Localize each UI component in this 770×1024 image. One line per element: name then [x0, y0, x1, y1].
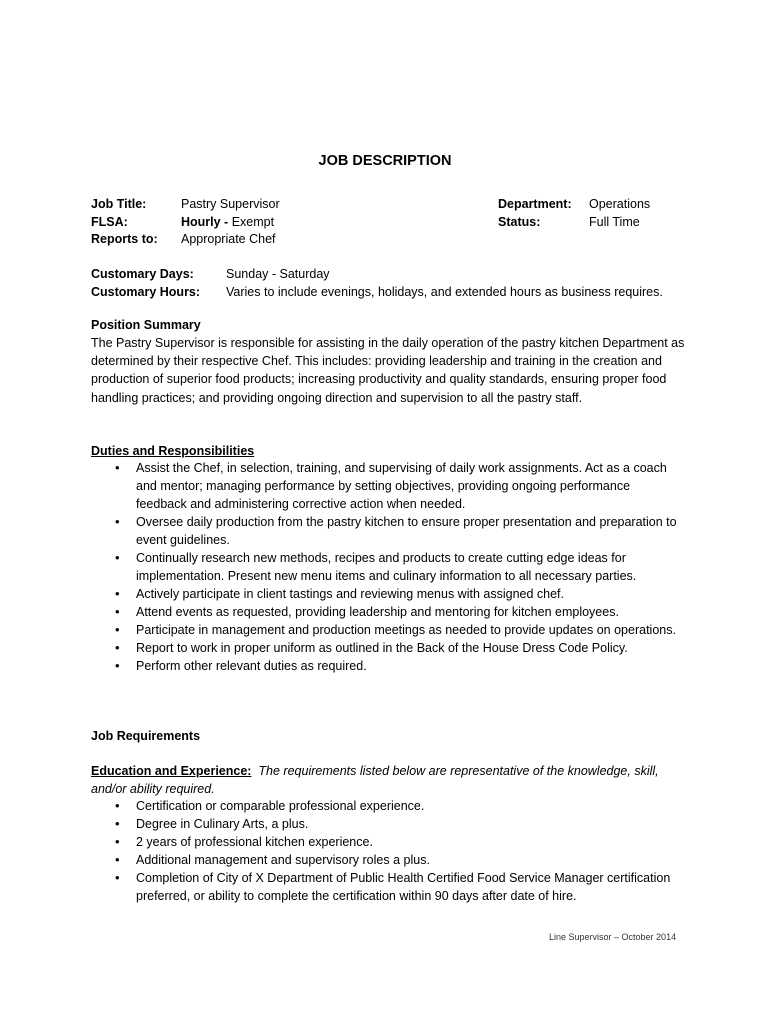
list-item: • Continually research new methods, recipes and products to create cutting edge ideas for implementation. Present new menu items and culinary information to all necessary parties.	[91, 549, 681, 585]
list-item: • 2 years of professional kitchen experience.	[91, 833, 681, 851]
position-summary-text: The Pastry Supervisor is responsible for assisting in the daily operation of the pastry kitchen Department as determined by their respective Chef. This includes: providing leadership and training in the creation and production of superior food products; increasing productivity and quality standards, ensuring proper food handling practices; and providing ongoing direction and supervision to all the pastry staff.	[91, 336, 685, 405]
list-item: • Additional management and supervisory roles a plus.	[91, 851, 681, 869]
list-item: • Assist the Chef, in selection, training, and supervising of daily work assignments. Act as a coach and mentor; managing performance by setting objectives, providing ongoing performance feedback and administering corrective action when needed.	[91, 459, 681, 513]
customary-days-value: Sunday - Saturday	[226, 267, 330, 281]
reports-to-label: Reports to:	[91, 232, 158, 246]
list-item: • Completion of City of X Department of Public Health Certified Food Service Manager certification preferred, or ability to complete the certification within 90 days after date of hire.	[91, 869, 681, 905]
list-item: • Actively participate in client tastings and reviewing menus with assigned chef.	[91, 585, 681, 603]
department-label: Department:	[498, 197, 572, 211]
education-heading: Education and Experience:	[91, 764, 252, 778]
customary-hours-label: Customary Hours:	[91, 285, 201, 299]
duties-list	[91, 459, 681, 675]
customary-days-label: Customary Days:	[91, 267, 194, 281]
duties-heading: Duties and Responsibilities	[91, 444, 255, 458]
list-item: • Certification or comparable professional experience.	[91, 797, 681, 815]
education-intro-text: The requirements listed below are representative of the knowledge, skill, and/or ability required.	[91, 764, 659, 797]
customary-hours-value: Varies to include evenings, holidays, and extended hours as business requires.	[226, 285, 663, 299]
list-item: • Participate in management and production meetings as needed to provide updates on operations.	[91, 621, 681, 639]
list-item: • Degree in Culinary Arts, a plus.	[91, 815, 681, 833]
flsa-value-type: Hourly -	[181, 215, 229, 229]
position-summary-heading: Position Summary	[91, 318, 201, 332]
list-item: • Oversee daily production from the pastry kitchen to ensure proper presentation and preparation to event guidelines.	[91, 513, 681, 549]
reports-to-value: Appropriate Chef	[181, 232, 276, 246]
list-item: • Attend events as requested, providing leadership and mentoring for kitchen employees.	[91, 603, 681, 621]
status-label: Status:	[498, 215, 541, 229]
list-item: • Report to work in proper uniform as outlined in the Back of the House Dress Code Policy.	[91, 639, 681, 657]
page-title: JOB DESCRIPTION	[318, 153, 452, 169]
education-intro	[91, 762, 691, 798]
flsa-value	[181, 213, 274, 231]
flsa-value-rest: Exempt	[228, 215, 275, 229]
requirements-list	[91, 797, 681, 905]
list-item: • Perform other relevant duties as required.	[91, 657, 681, 675]
job-title-value: Pastry Supervisor	[181, 197, 280, 211]
job-title-label: Job Title:	[91, 197, 147, 211]
flsa-label: FLSA:	[91, 215, 128, 229]
job-requirements-heading: Job Requirements	[91, 729, 201, 743]
footer-text: Line Supervisor – October 2014	[549, 932, 677, 942]
department-value: Operations	[589, 197, 651, 211]
status-value: Full Time	[589, 215, 640, 229]
